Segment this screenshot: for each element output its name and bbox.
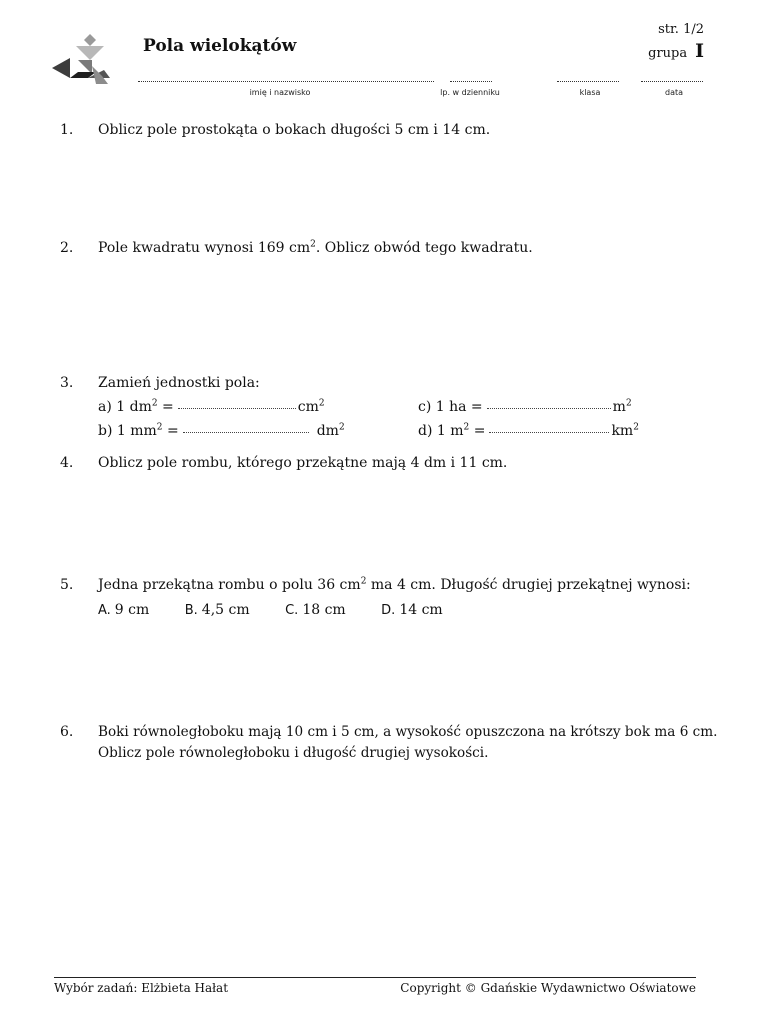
answer-blank-a[interactable]	[178, 408, 296, 409]
task-text: Pole kwadratu wynosi 169 $cm^2$. Oblicz obwód tego kwadratu.	[98, 239, 533, 256]
task-2	[60, 238, 706, 259]
name-field-line[interactable]	[138, 81, 434, 82]
group-value: I	[695, 40, 704, 62]
task-text-line-1: Boki równoległoboku mają 10 cm i 5 cm, a wysokość opuszczona na krótszy bok ma 6 cm.	[98, 724, 718, 740]
task-1	[60, 120, 706, 141]
date-field-label: data	[664, 88, 684, 97]
answer-blank-d[interactable]	[489, 432, 609, 433]
task-number: 5.	[60, 577, 74, 593]
task-text-line-2: Oblicz pole równoległoboku i długość drugiej wysokości.	[98, 745, 489, 761]
date-field-line[interactable]	[641, 81, 703, 82]
answer-choices	[98, 600, 706, 621]
task-text: Oblicz pole prostokąta o bokach długości 5 cm i 14 cm.	[98, 122, 491, 138]
choice-c[interactable]: C. 18 cm	[285, 602, 346, 618]
task-text: Oblicz pole rombu, którego przekątne mają 4 dm i 11 cm.	[98, 455, 508, 471]
task-number: 3.	[60, 375, 74, 391]
conversion-row-2	[98, 421, 706, 445]
page-number: str. 1/2	[658, 22, 704, 37]
task-3	[60, 373, 706, 445]
tangram-logo-icon	[48, 32, 114, 88]
conversion-c: c) 1 ha = $m^2$	[418, 398, 632, 415]
task-6	[60, 722, 718, 764]
task-number: 4.	[60, 455, 74, 471]
group-label: grupa	[648, 46, 688, 61]
class-field-label: klasa	[579, 88, 601, 97]
conversion-row-1	[98, 397, 706, 421]
choice-d[interactable]: D. 14 cm	[381, 602, 443, 618]
name-field-label: imię i nazwisko	[249, 88, 311, 97]
register-number-field-label: lp. w dzienniku	[440, 88, 500, 97]
task-number: 6.	[60, 724, 74, 740]
group-indicator	[648, 40, 704, 62]
task-text: Zamień jednostki pola:	[98, 375, 260, 391]
conversion-a: a) 1 $dm^2 = cm^2$	[98, 398, 325, 415]
page-title: Pola wielokątów	[143, 36, 297, 56]
footer-copyright: Copyright © Gdańskie Wydawnictwo Oświatowe	[400, 981, 696, 995]
task-5	[60, 575, 706, 621]
task-number: 1.	[60, 122, 74, 138]
register-number-field-line[interactable]	[450, 81, 492, 82]
footer-author: Wybór zadań: Elżbieta Hałat	[54, 981, 229, 995]
choice-a[interactable]: A. 9 cm	[98, 602, 150, 618]
conversion-b: b) 1 $mm^2 = dm^2$	[98, 422, 345, 439]
choice-b[interactable]: B. 4,5 cm	[184, 602, 250, 618]
task-text: Jedna przekątna rombu o polu 36 $cm^2$ ma 4 cm. Długość drugiej przekątnej wynosi:	[98, 576, 691, 593]
footer-divider	[54, 977, 696, 978]
task-number: 2.	[60, 240, 74, 256]
task-4	[60, 453, 706, 474]
answer-blank-b[interactable]	[183, 432, 309, 433]
class-field-line[interactable]	[557, 81, 619, 82]
conversion-d: d) 1 $m^2 = km^2$	[418, 422, 639, 439]
answer-blank-c[interactable]	[487, 408, 611, 409]
